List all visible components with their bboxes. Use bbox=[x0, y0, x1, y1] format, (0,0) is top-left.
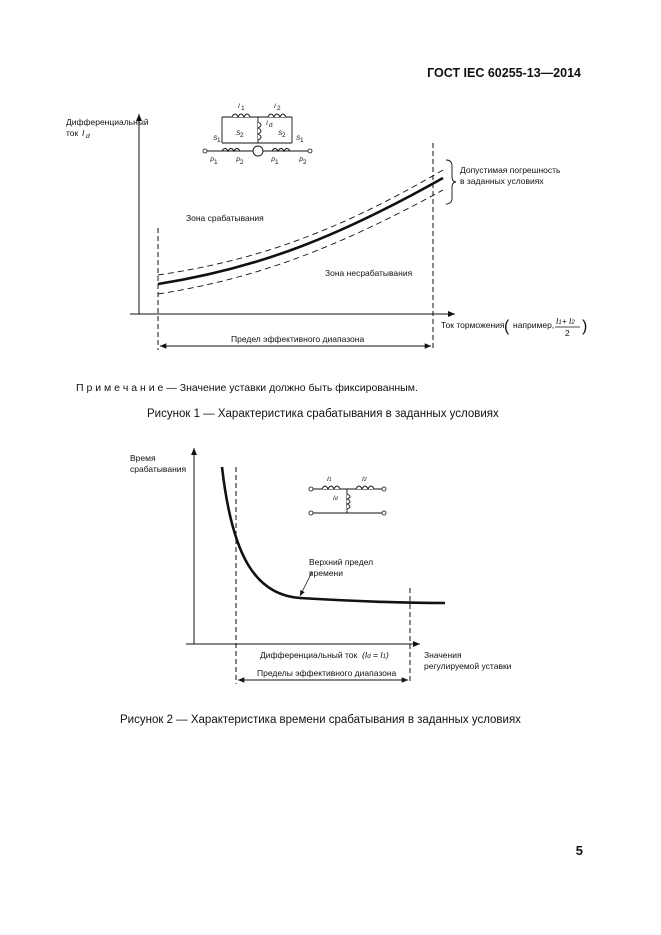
figure-2 bbox=[0, 440, 661, 700]
note-text: — Значение уставки должно быть фиксированным. bbox=[163, 382, 418, 394]
fig2-settings-line2: регулируемой уставки bbox=[424, 661, 512, 671]
standard-header: ГОСТ IEC 60255-13—2014 bbox=[427, 66, 581, 80]
fig1-circuit-i1-sub: 1 bbox=[241, 105, 245, 112]
fig2-circuit-id: Id bbox=[333, 495, 338, 502]
fig1-circuit-p1-right: P bbox=[271, 157, 276, 164]
fig2-ylabel-line1: Время bbox=[130, 453, 156, 463]
fig2-circuit-diagram bbox=[309, 486, 386, 515]
fig1-xlabel-formula-num: I1+ I2 bbox=[556, 316, 575, 326]
fig1-tolerance-brace bbox=[446, 160, 456, 204]
fig1-ylabel-line2: ток bbox=[66, 128, 79, 138]
fig1-operate-zone: Зона срабатывания bbox=[186, 213, 264, 223]
fig2-settings-line1: Значения bbox=[424, 650, 462, 660]
fig1-ylabel-line1: Дифференциальный bbox=[66, 117, 149, 127]
figure-2-caption: Рисунок 2 — Характеристика времени срабатывания в заданных условиях bbox=[120, 714, 521, 726]
fig1-ylabel-sub: d bbox=[86, 133, 90, 140]
fig1-xlabel-example: например, bbox=[513, 320, 555, 330]
fig1-circuit-s2-left-sub: 2 bbox=[240, 132, 244, 139]
fig2-circuit-i1: I1 bbox=[327, 476, 332, 483]
fig2-xlabel: Дифференциальный ток bbox=[260, 650, 358, 660]
fig1-circuit-p2-right: P bbox=[299, 157, 304, 164]
note-label: П р и м е ч а н и е bbox=[76, 382, 164, 394]
fig1-circuit-s1-right-sub: 1 bbox=[300, 137, 304, 144]
fig1-xlabel-paren-open: ( bbox=[504, 318, 510, 335]
fig1-circuit-p1-left-sub: 1 bbox=[214, 159, 218, 166]
fig1-circuit-s1-left: S bbox=[213, 135, 218, 142]
fig1-circuit-i1: I bbox=[238, 103, 240, 110]
page-number: 5 bbox=[575, 843, 583, 858]
fig1-lower-tolerance bbox=[158, 190, 443, 294]
fig2-upper-limit-line1: Верхний предел bbox=[309, 557, 374, 567]
fig1-circuit-p2-left: P bbox=[236, 157, 241, 164]
fig1-xlabel-paren-close: ) bbox=[582, 318, 588, 335]
figure-1 bbox=[0, 0, 661, 380]
figure-1-caption: Рисунок 1 — Характеристика срабатывания в заданных условиях bbox=[147, 408, 499, 420]
fig1-effective-range: Предел эффективного диапазона bbox=[231, 334, 365, 344]
fig2-ylabel-line2: срабатывания bbox=[130, 464, 187, 474]
fig2-xlabel-formula: (Id = I1) bbox=[362, 650, 389, 660]
fig1-circuit-p1-left: P bbox=[210, 157, 215, 164]
fig1-circuit-s1-right: S bbox=[296, 135, 301, 142]
fig1-circuit-i2: I bbox=[274, 103, 276, 110]
fig1-circuit-s2-right-sub: 2 bbox=[282, 132, 286, 139]
fig1-xlabel: Ток торможения bbox=[441, 320, 505, 330]
fig1-circuit-id-sub: d bbox=[269, 122, 273, 129]
fig1-xlabel-formula-den: 2 bbox=[565, 328, 570, 338]
fig2-circuit-i2: I2 bbox=[362, 476, 367, 483]
figure-note bbox=[76, 382, 418, 394]
fig1-circuit-p2-left-sub: 2 bbox=[240, 159, 244, 166]
fig1-tolerance-line2: в заданных условиях bbox=[460, 176, 544, 186]
fig1-ylabel-symbol: I bbox=[82, 128, 85, 138]
fig1-nonoperate-zone: Зона несрабатывания bbox=[325, 268, 413, 278]
fig2-upper-limit-line2: времени bbox=[309, 568, 343, 578]
fig2-effective-ranges: Пределы эффективного диапазона bbox=[257, 668, 397, 678]
fig1-circuit-i2-sub: 2 bbox=[277, 105, 281, 112]
fig1-circuit-id: I bbox=[266, 120, 268, 127]
fig1-circuit-s2-left: S bbox=[236, 130, 241, 137]
fig1-circuit-p2-right-sub: 2 bbox=[303, 159, 307, 166]
fig1-circuit-s2-right: S bbox=[278, 130, 283, 137]
fig1-circuit-p1-right-sub: 1 bbox=[275, 159, 279, 166]
fig1-tolerance-line1: Допустимая погрешность bbox=[460, 165, 561, 175]
fig1-circuit-s1-left-sub: 1 bbox=[217, 137, 221, 144]
